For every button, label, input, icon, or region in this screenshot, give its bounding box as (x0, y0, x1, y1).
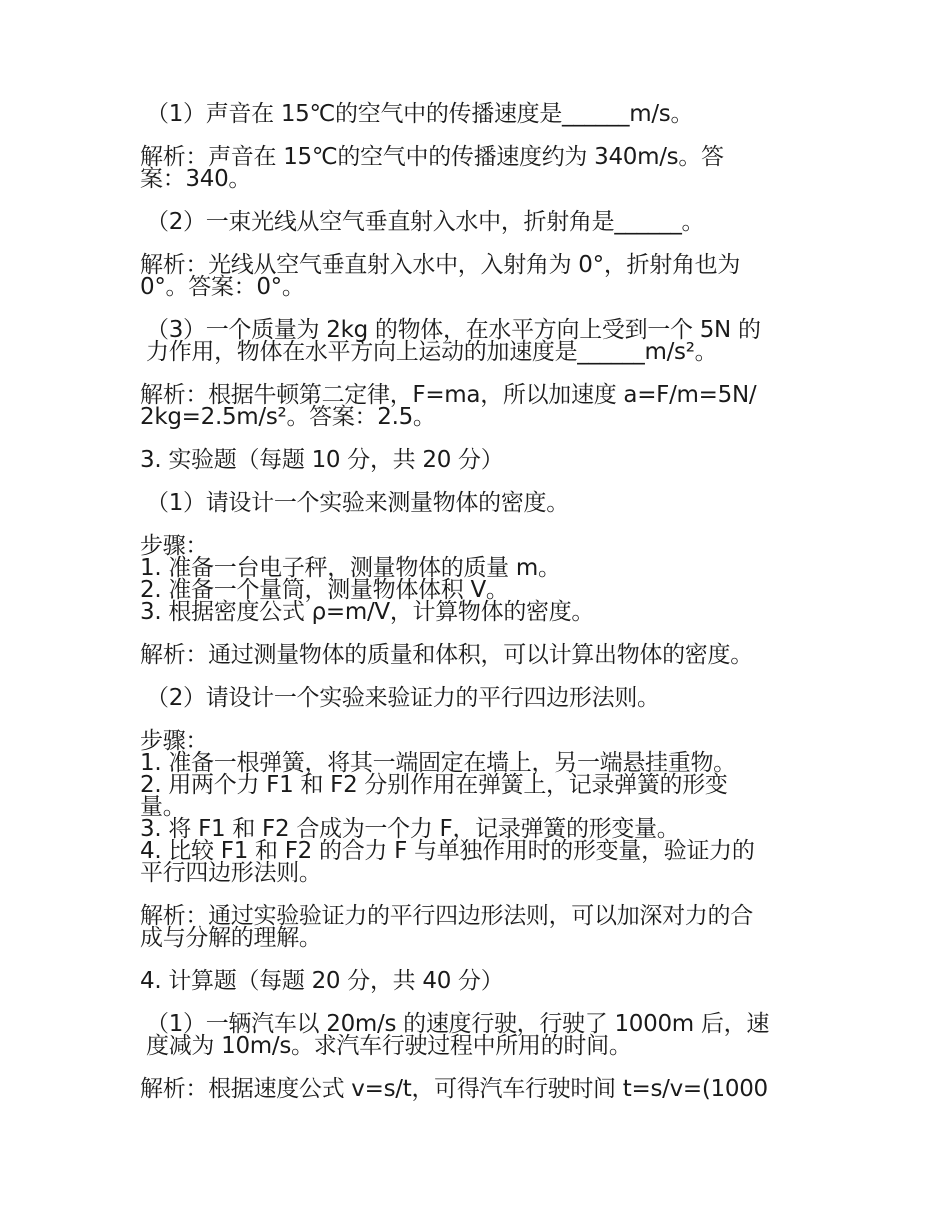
document-page (140, 103, 820, 1121)
question-fill-1: （1）声音在 15℃的空气中的传播速度是______m/s。 (146, 101, 694, 127)
question-calculation-1: （1）一辆汽车以 20m/s 的速度行驶，行驶了 1000m 后，速 度减为 10m/s。求汽车行驶过程中所用的时间。 (146, 1011, 770, 1059)
answer-fill-2: 解析：光线从空气垂直射入水中，入射角为 0°，折射角也为 0°。答案：0°。 (140, 252, 741, 300)
steps-experiment-1: 步骤： 1. 准备一台电子秤，测量物体的质量 m。 2. 准备一个量筒，测量物体体积 V。 3. 根据密度公式 ρ=m/V，计算物体的密度。 (140, 533, 595, 625)
answer-fill-1: 解析：声音在 15℃的空气中的传播速度约为 340m/s。答 案：340。 (140, 144, 724, 192)
answer-fill-3: 解析：根据牛顿第二定律，F=ma，所以加速度 a=F/m=5N/ 2kg=2.5m/s²。答案：2.5。 (140, 382, 757, 430)
answer-experiment-2: 解析：通过实验验证力的平行四边形法则，可以加深对力的合 成与分解的理解。 (140, 903, 753, 951)
question-fill-3: （3）一个质量为 2kg 的物体，在水平方向上受到一个 5N 的 力作用，物体在水平方向上运动的加速度是______m/s²。 (146, 317, 761, 365)
question-experiment-1: （1）请设计一个实验来测量物体的密度。 (146, 490, 569, 516)
answer-calculation-1: 解析：根据速度公式 v=s/t，可得汽车行驶时间 t=s/v=(1000 (140, 1076, 768, 1102)
answer-experiment-1: 解析：通过测量物体的质量和体积，可以计算出物体的密度。 (140, 642, 753, 668)
steps-experiment-2: 步骤： 1. 准备一根弹簧，将其一端固定在墙上，另一端悬挂重物。 2. 用两个力 F1 和 F2 分别作用在弹簧上，记录弹簧的形变 量。 3. 将 F1 和 F2 合成为一个力 F，记录弹簧的形变量。 4. 比较 F1 和 F2 的合力 F 与单独作用时的形变量，验证力的 平行四边形法则。 (140, 728, 755, 886)
question-experiment-2: （2）请设计一个实验来验证力的平行四边形法则。 (146, 685, 660, 711)
question-fill-2: （2）一束光线从空气垂直射入水中，折射角是______。 (146, 209, 705, 235)
section-heading-calculation: 4. 计算题（每题 20 分，共 40 分） (140, 968, 504, 994)
section-heading-experiment: 3. 实验题（每题 10 分，共 20 分） (140, 447, 504, 473)
